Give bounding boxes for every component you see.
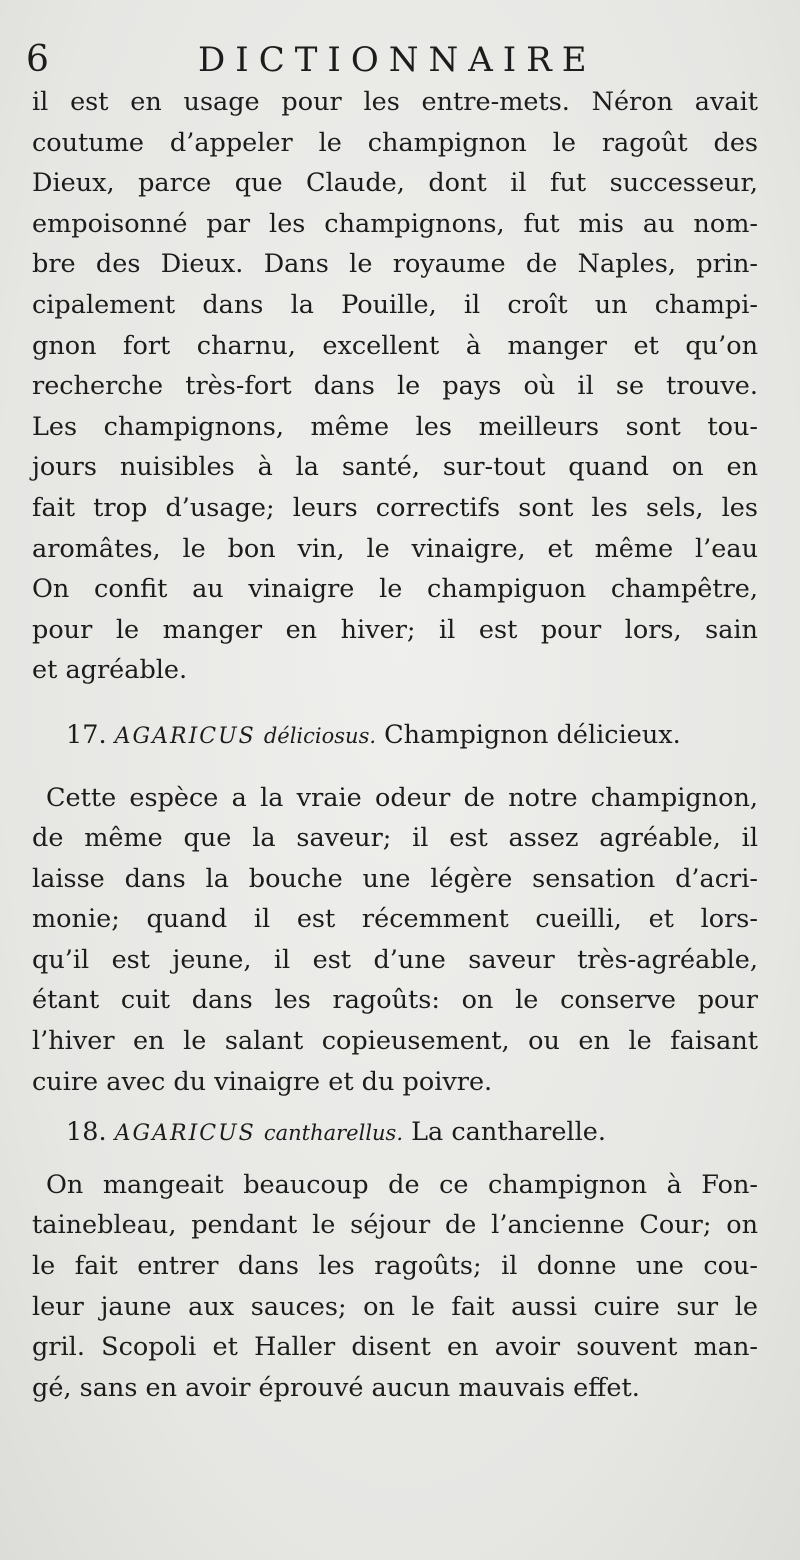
entry-common-name: La cantharelle. [411, 1117, 606, 1148]
text-line: fait trop d’usage; leurs correctifs sont les sels, les [32, 492, 758, 523]
paragraph-entry-18 [32, 1165, 758, 1409]
text-line: laisse dans la bouche une légère sensation d’acri- [32, 863, 758, 894]
text-line: qu’il est jeune, il est d’une saveur très-agréable, [32, 944, 758, 975]
entry-heading-17 [32, 715, 758, 758]
text-line: monie; quand il est récemment cueilli, et lors- [32, 904, 758, 935]
text-line: Cette espèce a la vraie odeur de notre champignon, [46, 782, 758, 813]
running-head: DICTIONNAIRE [198, 40, 597, 80]
body-text [32, 82, 758, 1408]
text-line: étant cuit dans les ragoûts: on le conserve pour [32, 985, 758, 1016]
page-header [26, 34, 766, 86]
text-line: et agréable. [32, 655, 188, 686]
paragraph-entry-17 [32, 778, 758, 1103]
text-line: Les champignons, même les meilleurs sont tou- [32, 411, 758, 442]
text-line: de même que la saveur; il est assez agréable, il [32, 823, 758, 854]
text-line: aromâtes, le bon vin, le vinaigre, et même l’eau [32, 533, 758, 564]
text-line: empoisonné par les champignons, fut mis au nom- [32, 208, 758, 239]
text-line: On mangeait beaucoup de ce champignon à Fon- [46, 1169, 758, 1200]
text-line: gé, sans en avoir éprouvé aucun mauvais effet. [32, 1372, 640, 1403]
text-line: gril. Scopoli et Haller disent en avoir souvent man- [32, 1332, 758, 1363]
text-line: cipalement dans la Pouille, il croît un champi- [32, 289, 758, 320]
entry-species: déliciosus. [263, 723, 377, 748]
text-line: gnon fort charnu, excellent à manger et qu’on [32, 330, 758, 361]
paragraph-intro [32, 82, 758, 691]
entry-number: 18. [66, 1117, 107, 1148]
entry-heading-18 [32, 1112, 758, 1155]
entry-genus: AGARICUS [114, 723, 256, 749]
text-line: Dieux, parce que Claude, dont il fut successeur, [32, 168, 758, 199]
text-line: le fait entrer dans les ragoûts; il donne une cou- [32, 1251, 758, 1282]
text-line: recherche très-fort dans le pays où il se trouve. [32, 371, 758, 402]
text-line: leur jaune aux sauces; on le fait aussi cuire sur le [32, 1291, 758, 1322]
text-line: coutume d’appeler le champignon le ragoût des [32, 127, 758, 158]
page-number: 6 [26, 39, 49, 80]
text-line: jours nuisibles à la santé, sur-tout quand on en [32, 452, 758, 483]
text-line: pour le manger en hiver; il est pour lors, sain [32, 614, 758, 645]
text-line: bre des Dieux. Dans le royaume de Naples, prin- [32, 249, 758, 280]
text-line: On confit au vinaigre le champiguon champêtre, [32, 574, 758, 605]
entry-common-name: Champignon délicieux. [384, 719, 681, 750]
text-line: cuire avec du vinaigre et du poivre. [32, 1066, 493, 1097]
entry-number: 17. [66, 719, 107, 750]
entry-species: cantharellus. [263, 1121, 404, 1146]
text-line: il est en usage pour les entre-mets. Néron avait [32, 87, 758, 117]
text-line: tainebleau, pendant le séjour de l’ancienne Cour; on [32, 1210, 758, 1241]
text-line: l’hiver en le salant copieusement, ou en le faisant [32, 1026, 758, 1057]
entry-genus: AGARICUS [114, 1121, 256, 1147]
